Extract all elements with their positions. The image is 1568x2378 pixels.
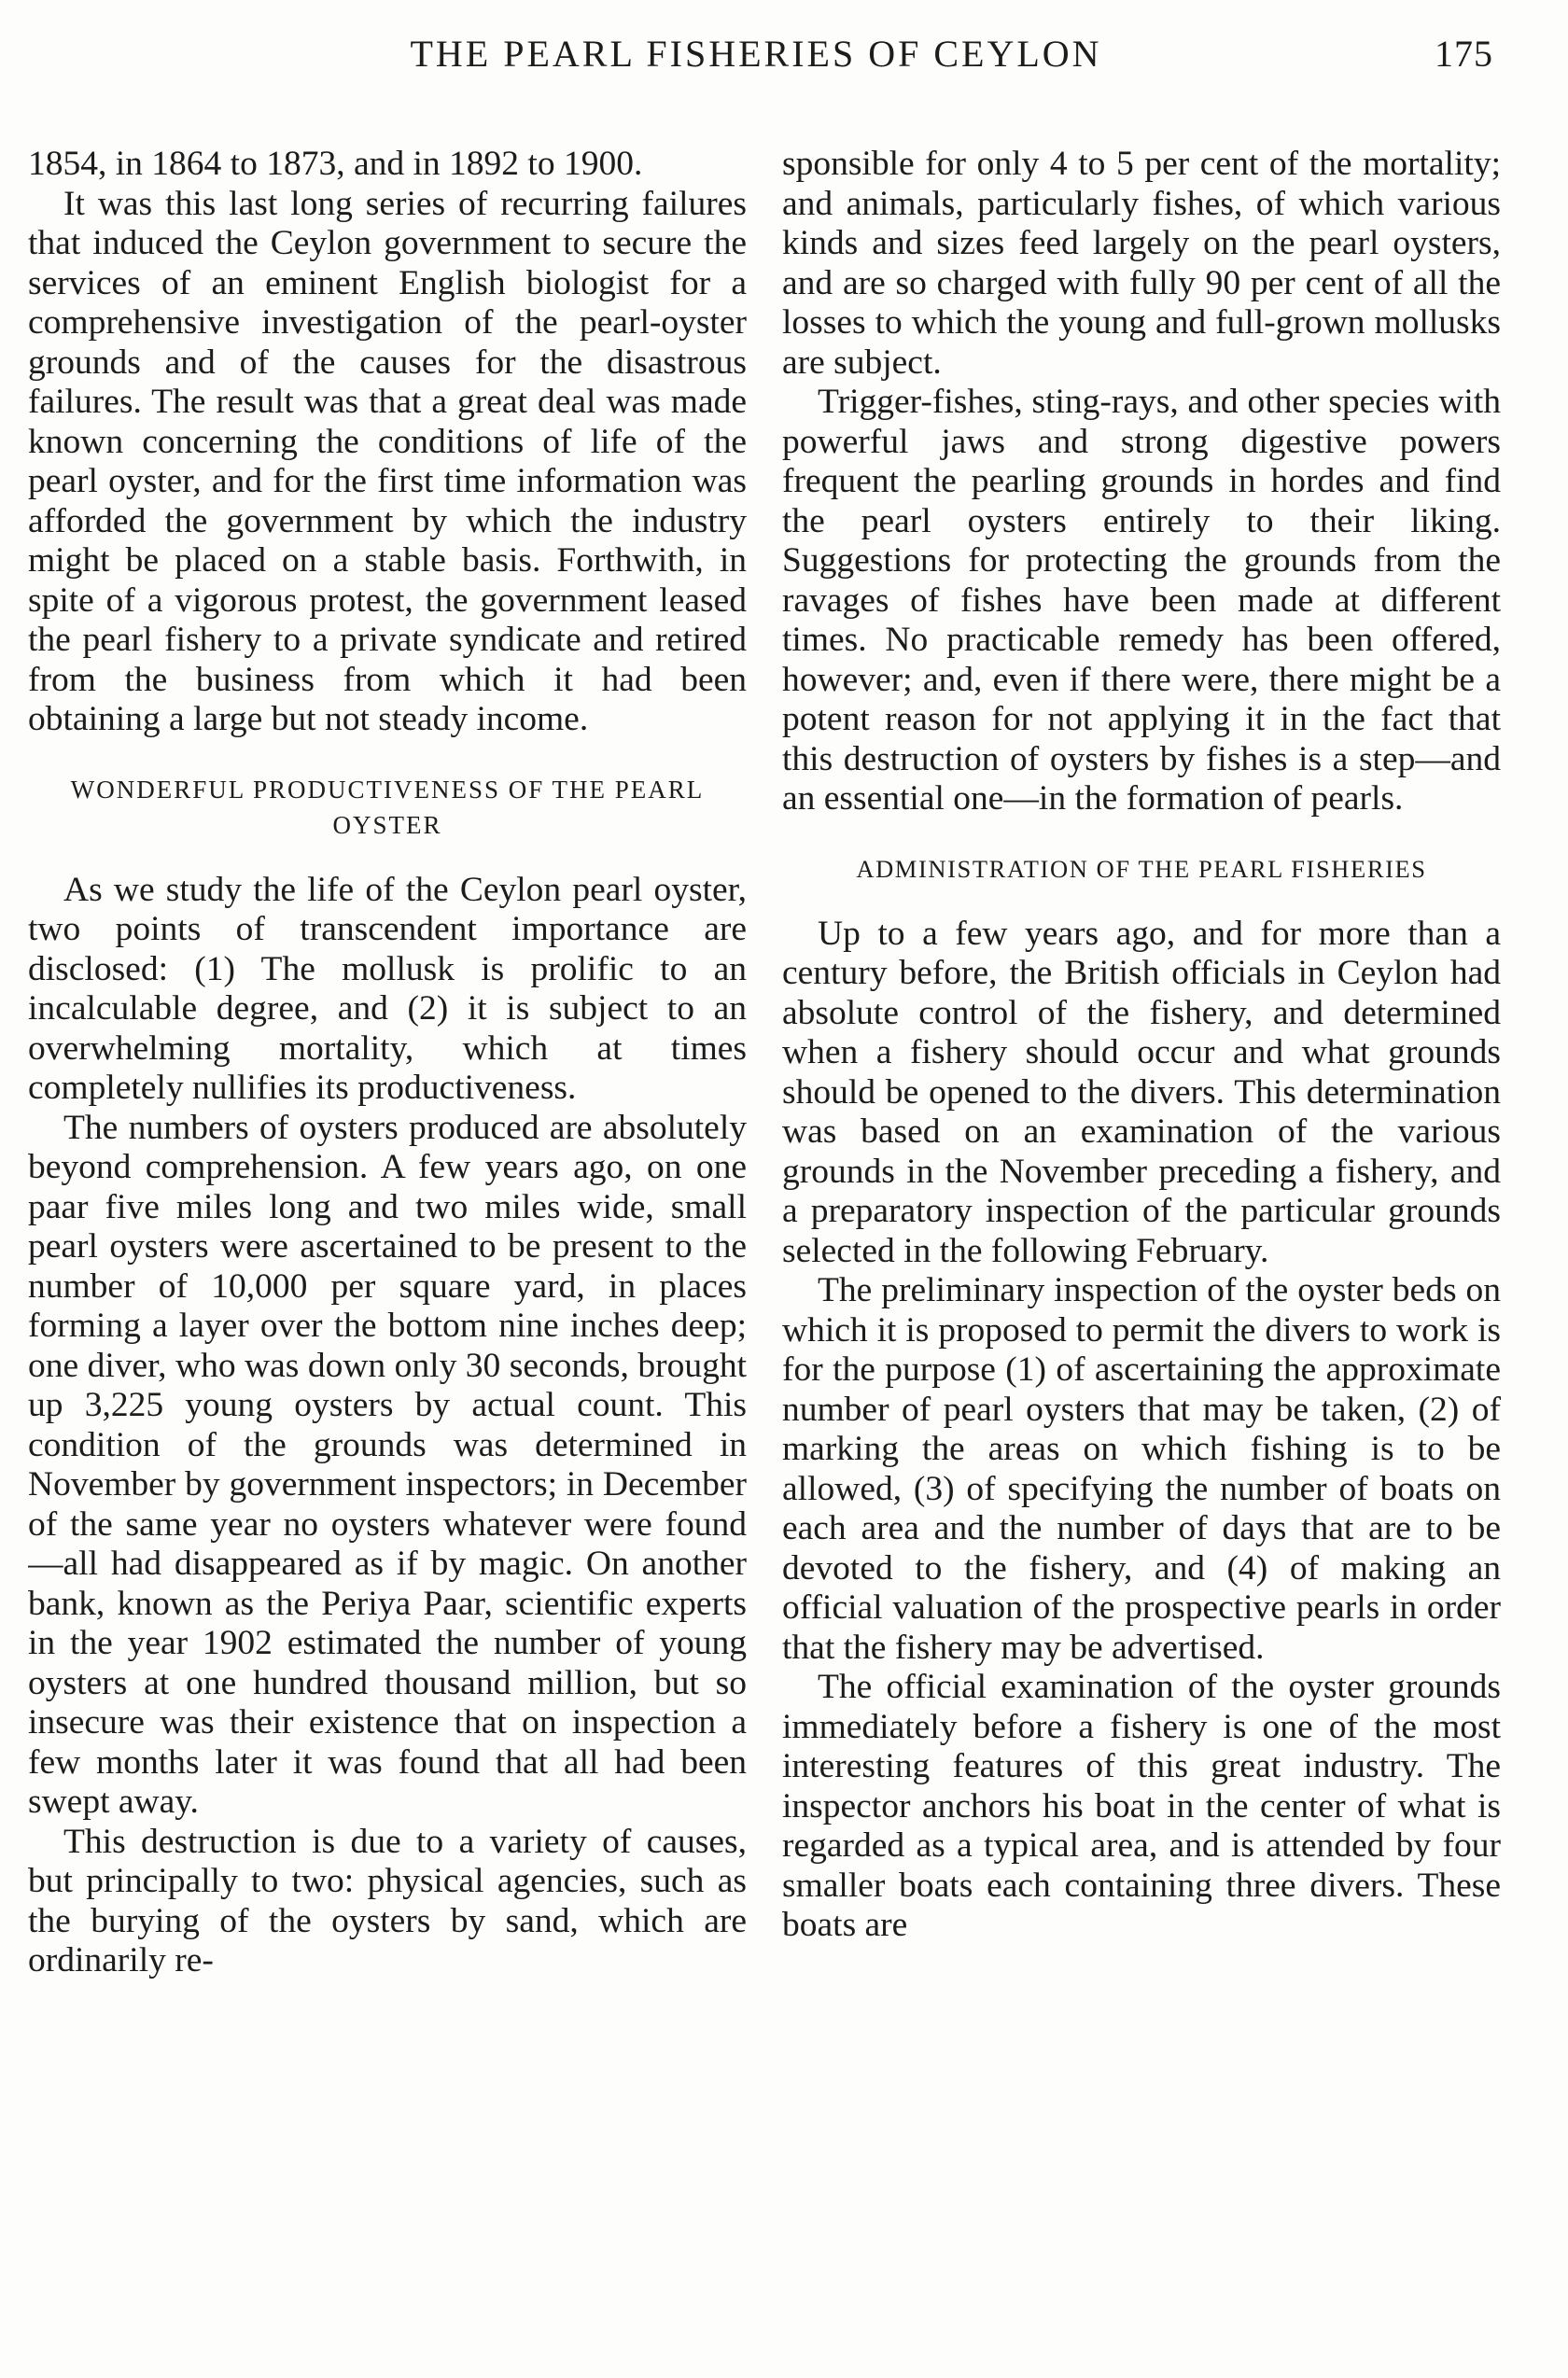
- running-head: [0, 32, 1568, 88]
- paragraph: The numbers of oysters produced are absolutely beyond comprehension. A few years ago, on one paar five miles long and two miles wide, small pearl oysters were ascertained to be present to the number of 10,000 per square yard, in places forming a layer over the bottom nine inches deep; one diver, who was down only 30 seconds, brought up 3,225 young oysters by actual count. This condition of the grounds was determined in November by government inspectors; in December of the same year no oysters whatever were found—all had disappeared as if by magic. On another bank, known as the Periya Paar, scientific experts in the year 1902 estimated the number of young oysters at one hundred thousand million, but so insecure was their existence that on inspection a few months later it was found that all had been swept away.: [28, 1108, 747, 1821]
- paragraph: The preliminary inspection of the oyster beds on which it is proposed to permit the divers to work is for the purpose (1) of ascertaining the approximate number of pearl oysters that may be taken, (2) of marking the areas on which fishing is to be allowed, (3) of specifying the number of boats on each area and the number of days that are to be devoted to the fishery, and (4) of making an official valuation of the prospective pearls in order that the fishery may be advertised.: [782, 1271, 1501, 1667]
- page-number: 175: [1435, 33, 1493, 75]
- section-heading-productiveness: WONDERFUL PRODUCTIVENESS OF THE PEARL OYSTER: [70, 775, 705, 839]
- running-title: THE PEARL FISHERIES OF CEYLON: [410, 33, 1102, 75]
- paragraph: Up to a few years ago, and for more than a century before, the British officials in Ceylon had absolute control of the fishery, and determined when a fishery should occur and what grounds should be opened to the divers. This determination was based on an examination of the various grounds in the November preceding a fishery, and a preparatory inspection of the particular grounds selected in the following February.: [782, 914, 1501, 1270]
- paragraph-continuation: sponsible for only 4 to 5 per cent of the mortality; and animals, particularly fishes, of which various kinds and sizes feed largely on the pearl oysters, and are so charged with fully 90 per cent of all the losses to which the young and full-grown mollusks are subject.: [782, 145, 1501, 382]
- paragraph: Trigger-fishes, sting-rays, and other species with powerful jaws and strong digestive powers frequent the pearling grounds in hordes and find the pearl oysters entirely to their liking. Suggestions for protecting the grounds from the ravages of fishes have been made at different times. No practicable remedy has been offered, however; and, even if there were, there might be a potent reason for not applying it in the fact that this destruction of oysters by fishes is a step—and an essential one—in the formation of pearls.: [782, 383, 1501, 818]
- paragraph: This destruction is due to a variety of causes, but principally to two: physical agencies, such as the burying of the oysters by sand, which are ordinarily re-: [28, 1822, 747, 1979]
- paragraph: The official examination of the oyster grounds immediately before a fishery is one of the most interesting features of this great industry. The inspector anchors his boat in the center of what is regarded as a typical area, and is attended by four smaller boats each containing three divers. These boats are: [782, 1668, 1501, 1944]
- section-heading-administration: ADMINISTRATION OF THE PEARL FISHERIES: [856, 854, 1427, 883]
- paragraph: As we study the life of the Ceylon pearl oyster, two points of transcendent importance are disclosed: (1) The mollusk is prolific to an incalculable degree, and (2) it is subject to an overwhelming mortality, which at times completely nullifies its productiveness.: [28, 870, 747, 1107]
- right-column: [782, 145, 1501, 2357]
- paragraph-continuation: 1854, in 1864 to 1873, and in 1892 to 1900.: [28, 145, 643, 183]
- paragraph: It was this last long series of recurring failures that induced the Ceylon government to secure the services of an eminent English biologist for a comprehensive investigation of the pearl-oyster grounds and of the causes for the disastrous failures. The result was that a great deal was made known concerning the conditions of life of the pearl oyster, and for the first time information was afforded the government by which the industry might be placed on a stable basis. Forthwith, in spite of a vigorous protest, the government leased the pearl fishery to a private syndicate and retired from the business from which it had been obtaining a large but not steady income.: [28, 184, 747, 738]
- left-column: [28, 145, 747, 2357]
